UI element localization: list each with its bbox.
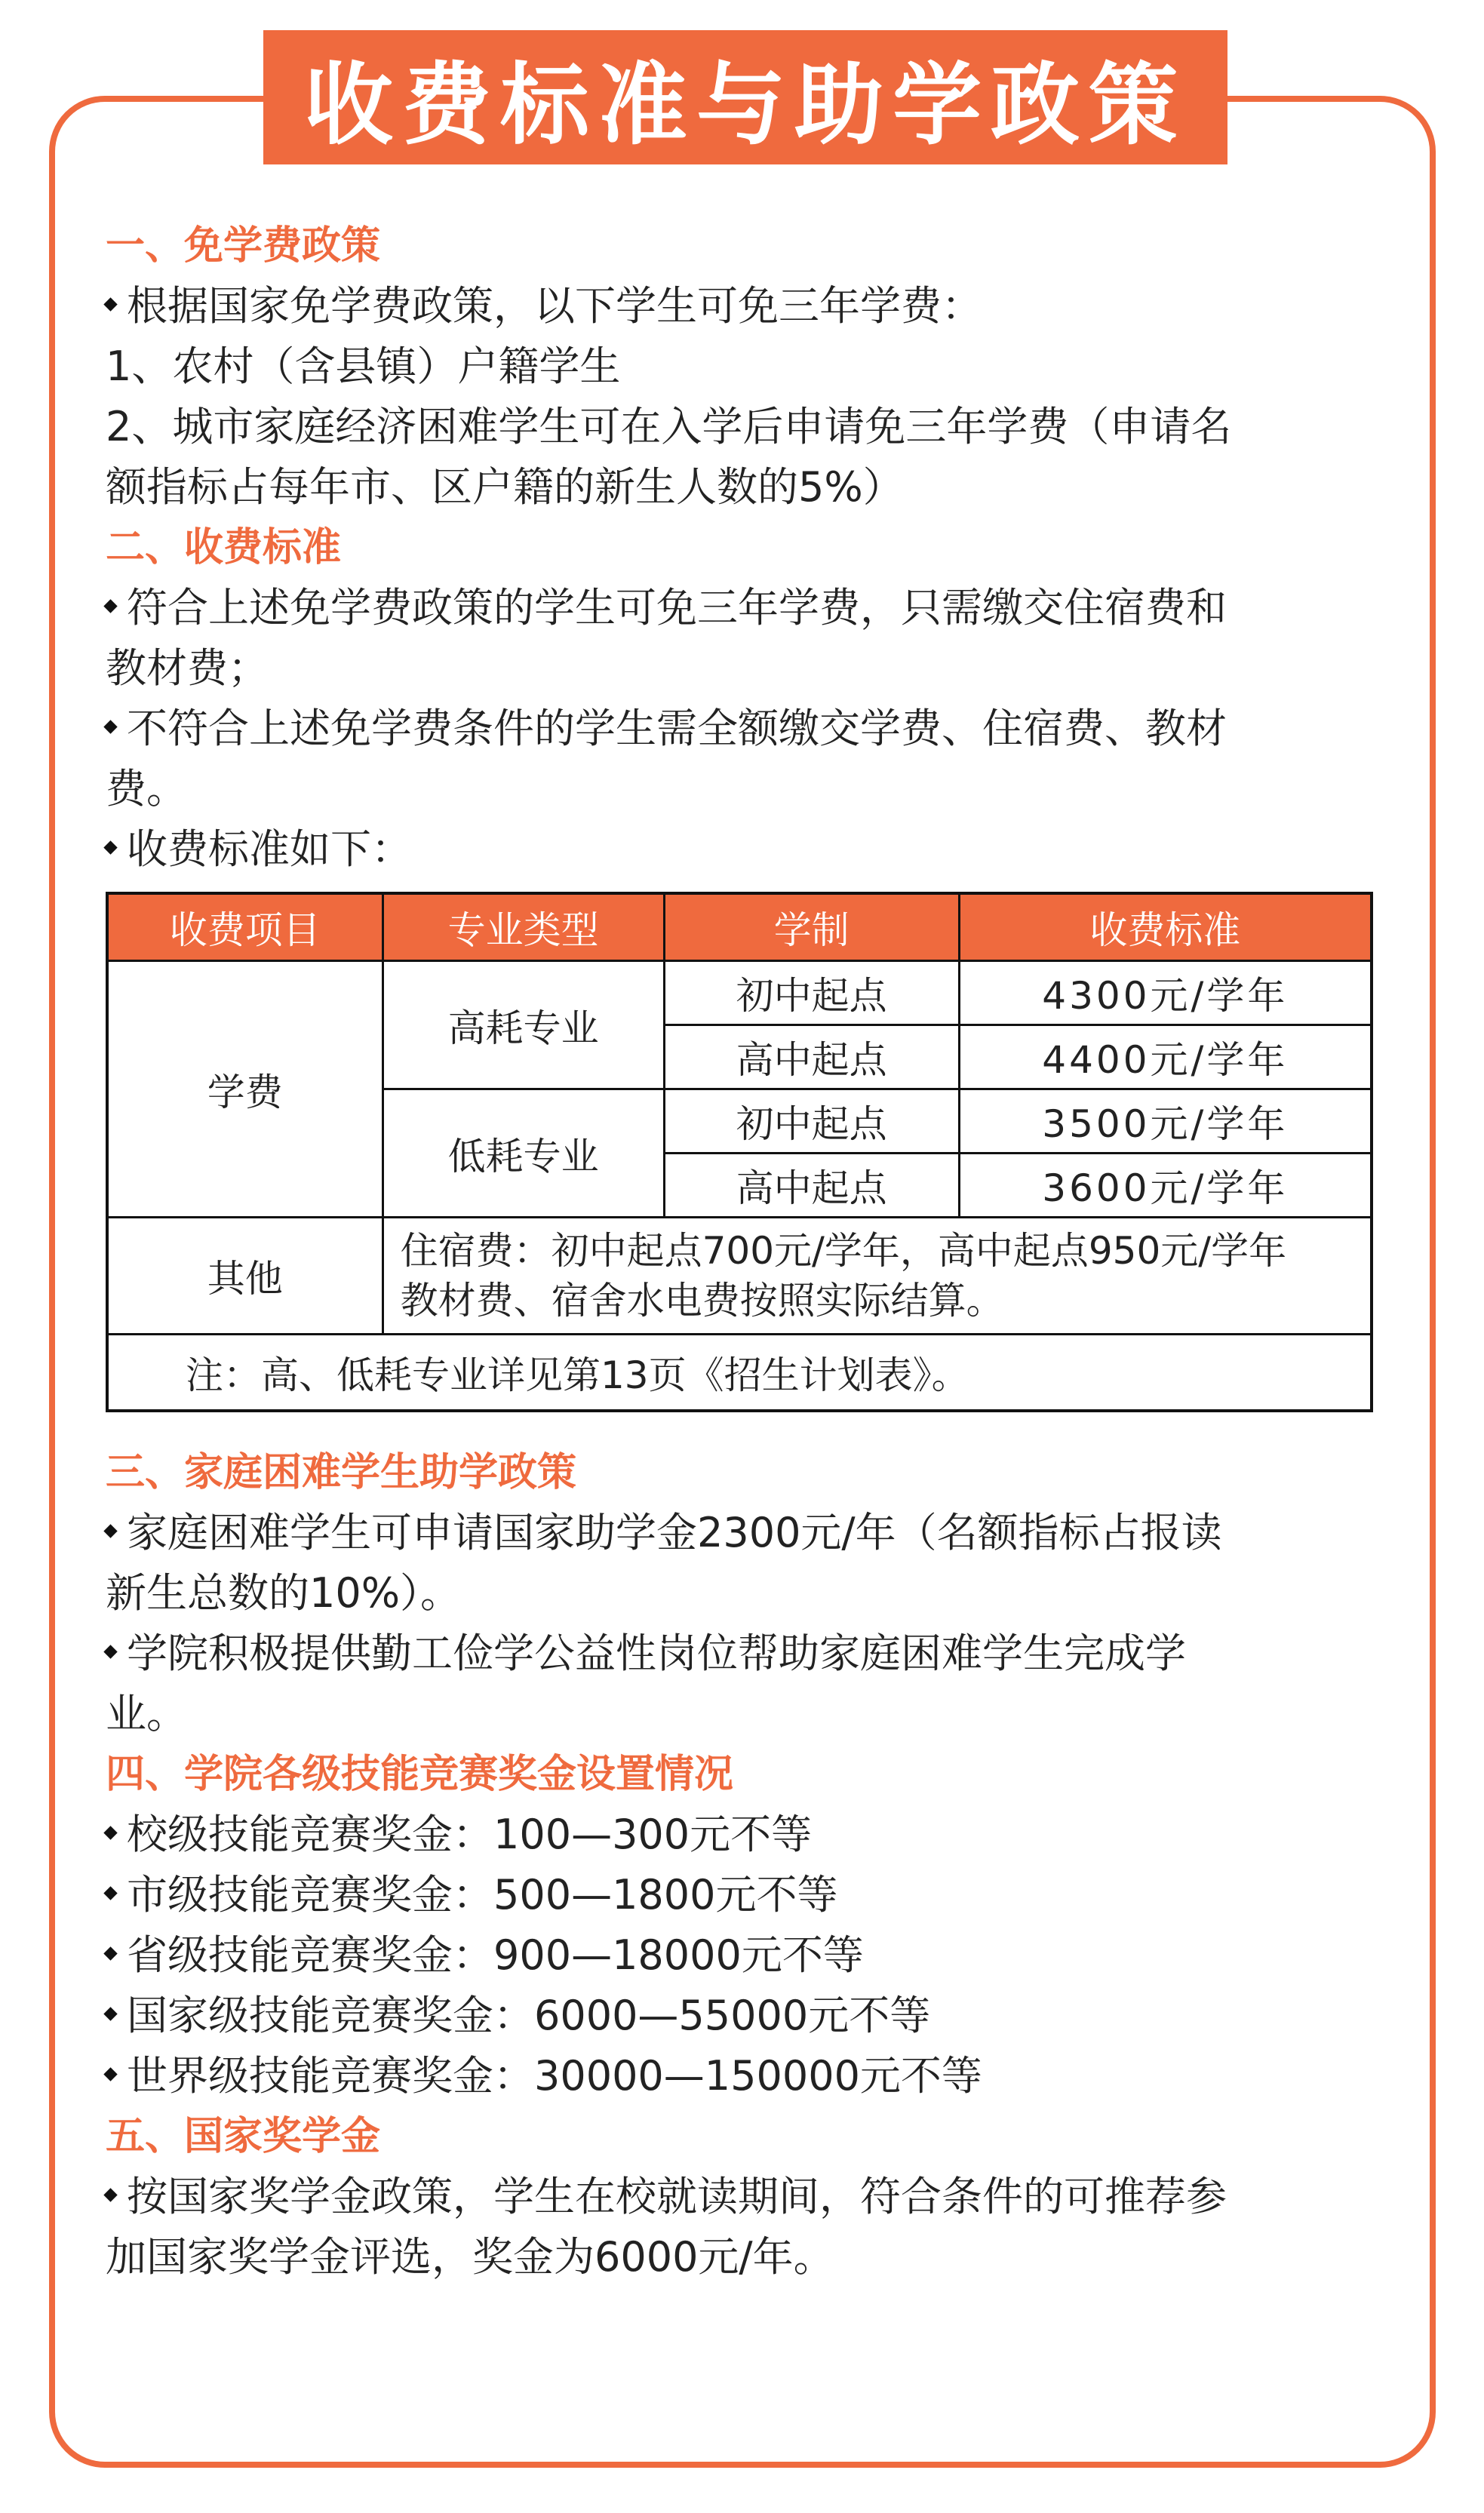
diamond-bullet-icon [106, 2046, 127, 2106]
list-item: 世界级技能竞赛奖金：30000—150000元不等 [106, 2046, 1388, 2106]
item-tuition-cell: 学费 [107, 961, 383, 1218]
list-item: 教材费； [106, 644, 269, 692]
list-item: 国家级技能竞赛奖金：6000—55000元不等 [106, 1986, 1388, 2046]
list-item: 校级技能竞赛奖金：100—300元不等 [106, 1805, 1388, 1865]
system-cell: 初中起点 [664, 1089, 959, 1154]
table-note: 注：高、低耗专业详见第13页《招生计划表》。 [107, 1335, 1372, 1412]
other-fees-line: 住宿费：初中起点700元/学年，高中起点950元/学年 [400, 1229, 1287, 1273]
section-heading-financial-aid: 三、家庭困难学生助学政策 [106, 1450, 577, 1495]
system-cell: 初中起点 [664, 961, 959, 1025]
main-content [106, 216, 1388, 2287]
system-cell: 高中起点 [664, 1154, 959, 1218]
column-header: 学制 [664, 893, 959, 961]
diamond-bullet-icon [106, 819, 127, 880]
column-header: 专业类型 [383, 893, 664, 961]
other-fees-cell [383, 1218, 1372, 1335]
section-heading-fee-standard: 二、收费标准 [106, 525, 342, 570]
diamond-bullet-icon [106, 578, 127, 638]
column-header: 收费标准 [959, 893, 1372, 961]
column-header: 收费项目 [107, 893, 383, 961]
list-item: 不符合上述免学费条件的学生需全额缴交学费、住宿费、教材 [106, 699, 1388, 759]
page-title: 收费标准与助学政策 [263, 30, 1227, 164]
table-row [107, 961, 1372, 1025]
list-item: 费。 [106, 765, 187, 813]
list-item: 按国家奖学金政策，学生在校就读期间，符合条件的可推荐参 [106, 2167, 1388, 2227]
list-item: 学院积极提供勤工俭学公益性岗位帮助家庭困难学生完成学 [106, 1624, 1388, 1684]
type-high-cell: 高耗专业 [383, 961, 664, 1089]
diamond-bullet-icon [106, 1986, 127, 2046]
list-item: 业。 [106, 1690, 187, 1737]
diamond-bullet-icon [106, 1805, 127, 1865]
list-item: 加国家奖学金评选，奖金为6000元/年。 [106, 2233, 834, 2281]
list-item: 2、城市家庭经济困难学生可在入学后申请免三年学费（申请名 [106, 403, 1232, 450]
fee-cell: 3600元/学年 [959, 1154, 1372, 1218]
list-item: 新生总数的10%）。 [106, 1569, 462, 1617]
item-other-cell: 其他 [107, 1218, 383, 1335]
diamond-bullet-icon [106, 1865, 127, 1925]
diamond-bullet-icon [106, 1624, 127, 1684]
list-item: 家庭困难学生可申请国家助学金2300元/年（名额指标占报读 [106, 1503, 1388, 1563]
other-fees-line: 教材费、宿舍水电费按照实际结算。 [400, 1279, 1004, 1323]
section-heading-competition-awards: 四、学院各级技能竞赛奖金设置情况 [106, 1752, 734, 1797]
list-item: 省级技能竞赛奖金：900—18000元不等 [106, 1925, 1388, 1986]
table-header-row [107, 893, 1372, 961]
diamond-bullet-icon [106, 1503, 127, 1563]
diamond-bullet-icon [106, 2167, 127, 2227]
list-item: 额指标占每年市、区户籍的新生人数的5%） [106, 463, 904, 511]
list-item: 根据国家免学费政策，以下学生可免三年学费： [106, 276, 1388, 336]
fee-cell: 4300元/学年 [959, 961, 1372, 1025]
list-item: 1、农村（含县镇）户籍学生 [106, 343, 621, 390]
fee-table [106, 892, 1373, 1412]
type-low-cell: 低耗专业 [383, 1089, 664, 1218]
fee-cell: 4400元/学年 [959, 1025, 1372, 1089]
diamond-bullet-icon [106, 1925, 127, 1986]
fee-cell: 3500元/学年 [959, 1089, 1372, 1154]
system-cell: 高中起点 [664, 1025, 959, 1089]
list-item: 收费标准如下： [106, 819, 1388, 880]
diamond-bullet-icon [106, 276, 127, 336]
section-heading-national-scholarship: 五、国家奖学金 [106, 2114, 381, 2159]
list-item: 市级技能竞赛奖金：500—1800元不等 [106, 1865, 1388, 1925]
table-row [107, 1335, 1372, 1412]
table-row [107, 1218, 1372, 1335]
section-heading-exemption: 一、免学费政策 [106, 223, 381, 269]
diamond-bullet-icon [106, 699, 127, 759]
list-item: 符合上述免学费政策的学生可免三年学费，只需缴交住宿费和 [106, 578, 1388, 638]
